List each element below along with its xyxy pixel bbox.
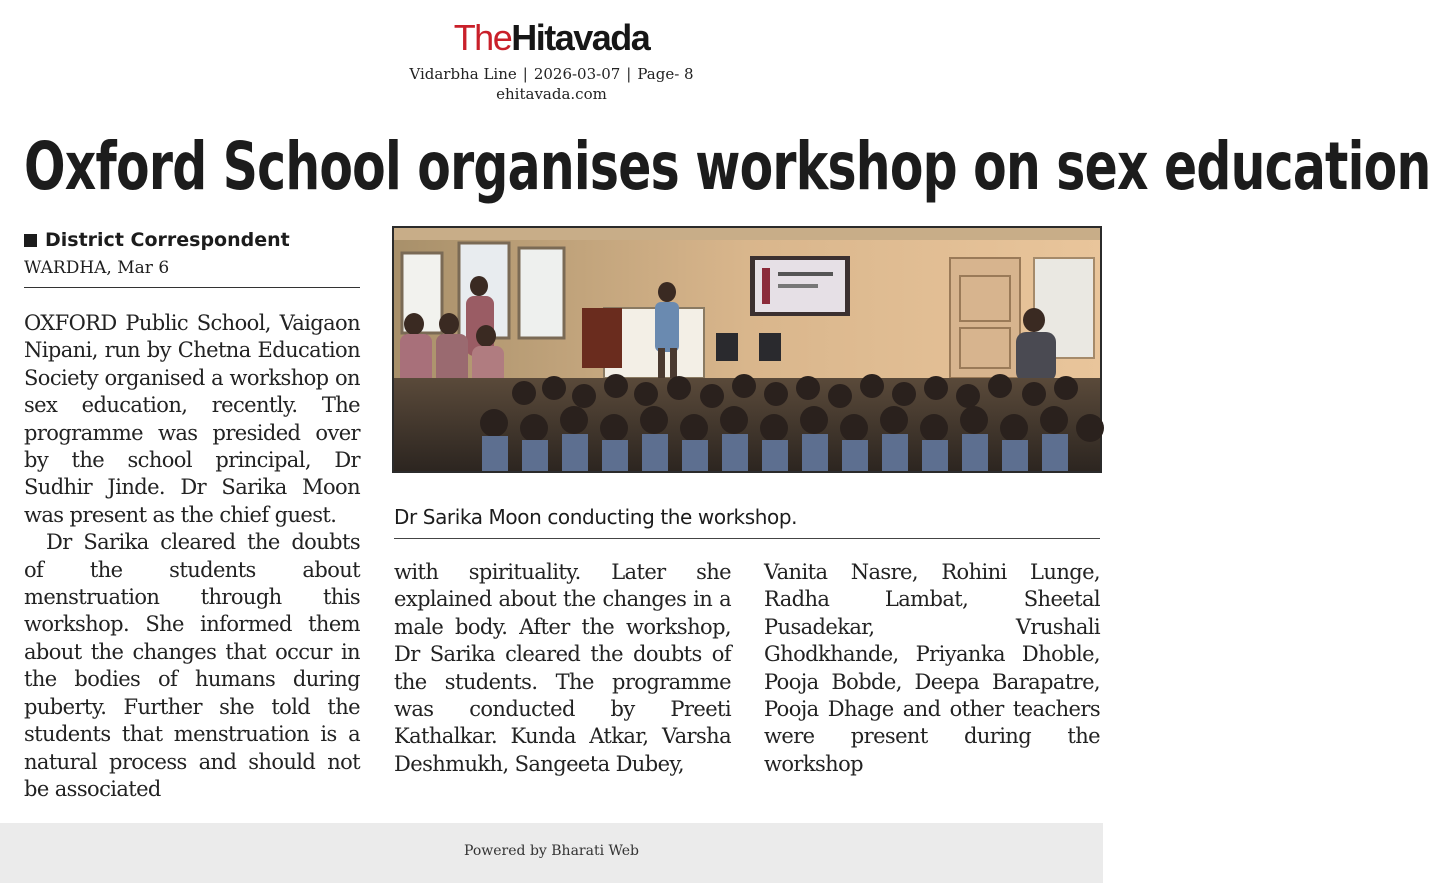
edition-info — [0, 64, 1103, 84]
separator: | — [626, 65, 632, 83]
edition-name: Vidarbha Line — [409, 65, 517, 83]
workshop-photo-image — [394, 228, 1100, 471]
photo-caption: Dr Sarika Moon conducting the workshop. — [394, 505, 798, 529]
paragraph: with spirituality. Later she explained about the changes in a male body. After the workshop, Dr Sarika cleared the doubts of the students. The programme was conducted by Preeti Kathalkar. Kunda Atkar, Varsha Deshmukh, Sangeeta Dubey, — [394, 560, 731, 776]
logo-the: The — [453, 17, 512, 58]
newspaper-logo[interactable] — [454, 18, 650, 58]
masthead — [0, 18, 1103, 104]
article-photo — [392, 226, 1102, 473]
divider — [24, 287, 360, 288]
byline-block — [24, 228, 360, 288]
article-column-2 — [394, 559, 731, 778]
byline — [24, 228, 360, 252]
site-link[interactable]: ehitavada.com — [496, 85, 607, 103]
powered-by-text[interactable]: Powered by Bharati Web — [464, 843, 639, 859]
page-number: Page- 8 — [637, 65, 694, 83]
article-column-3 — [764, 559, 1100, 778]
paragraph: OXFORD Public School, Vaigaon Nipani, run by Chetna Education Society organised a workshop on sex education, recently. The programme was presided over by the school principal, Dr Sudhir Jinde. Dr Sarika Moon was present as the chief guest. — [24, 311, 360, 527]
black-square-icon — [24, 234, 37, 247]
logo-name: Hitavada — [511, 17, 650, 58]
byline-text: District Correspondent — [45, 229, 290, 251]
footer — [0, 823, 1103, 883]
article-headline: Oxford School organises workshop on sex education — [24, 128, 1431, 205]
paragraph: Vanita Nasre, Rohini Lunge, Radha Lambat, Sheetal Pusadekar, Vrushali Ghodkhande, Priyanka Dhoble, Pooja Bobde, Deepa Barapatre, Pooja Dhage and other teachers were present during the workshop — [764, 560, 1100, 776]
dateline: WARDHA, Mar 6 — [24, 258, 170, 278]
divider — [394, 538, 1100, 539]
article-column-1 — [24, 310, 360, 803]
paragraph: Dr Sarika cleared the doubts of the students about menstruation through this workshop. She informed them about the changes that occur in the bodies of humans during puberty. Further she told the students that menstruation is a natural process and should not be associated — [24, 530, 360, 801]
separator: | — [522, 65, 528, 83]
edition-date: 2026-03-07 — [533, 65, 621, 83]
